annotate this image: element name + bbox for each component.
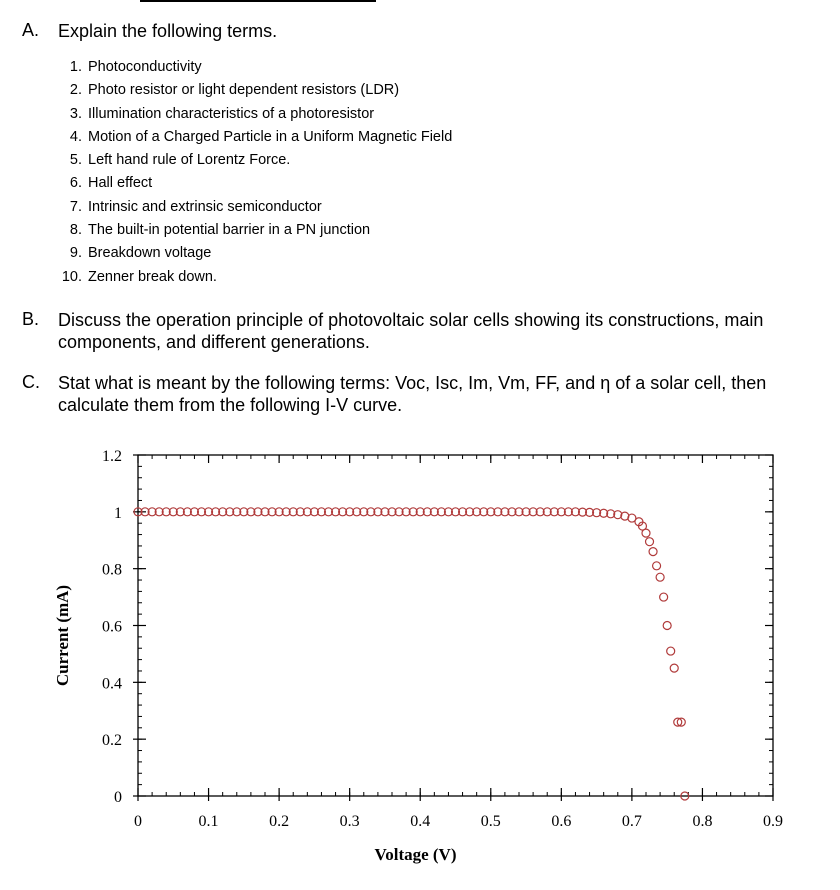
term-number: 5. bbox=[69, 152, 82, 169]
term-item bbox=[56, 103, 452, 126]
x-tick-label: 0.3 bbox=[339, 813, 360, 830]
term-number: 7. bbox=[69, 198, 82, 215]
term-number: 2. bbox=[69, 82, 82, 99]
data-point bbox=[656, 573, 664, 581]
data-point bbox=[667, 647, 675, 655]
x-tick-label: 0.7 bbox=[621, 813, 642, 830]
x-tick-label: 0.6 bbox=[551, 813, 572, 830]
section-b-letter: B. bbox=[22, 309, 40, 329]
terms-list bbox=[56, 56, 452, 289]
term-text: Photo resistor or light dependent resistors (LDR) bbox=[88, 82, 400, 99]
x-tick-label: 0.2 bbox=[269, 813, 290, 830]
term-number: 10. bbox=[61, 268, 82, 285]
data-point bbox=[663, 622, 671, 630]
term-item bbox=[56, 242, 452, 265]
term-text: Motion of a Charged Particle in a Uniform Magnetic Field bbox=[88, 128, 453, 145]
term-item bbox=[56, 149, 452, 172]
term-item bbox=[56, 172, 452, 195]
y-tick-label: 0.8 bbox=[102, 561, 122, 579]
term-number: 9. bbox=[69, 245, 82, 262]
section-c-letter: C. bbox=[22, 372, 40, 392]
term-item bbox=[56, 196, 452, 219]
term-text: The built-in potential barrier in a PN junction bbox=[88, 222, 371, 239]
y-tick-label: 1.2 bbox=[102, 448, 122, 465]
x-tick-label: 0 bbox=[134, 813, 142, 830]
term-text: Intrinsic and extrinsic semiconductor bbox=[88, 198, 322, 215]
x-tick-label: 0.4 bbox=[410, 813, 431, 830]
x-tick-label: 0.5 bbox=[480, 813, 501, 830]
plot-frame bbox=[138, 455, 773, 796]
y-tick-label: 0.6 bbox=[102, 618, 122, 636]
term-text: Breakdown voltage bbox=[88, 245, 212, 262]
term-number: 3. bbox=[69, 105, 82, 122]
term-item bbox=[56, 56, 452, 79]
iv-curve-chart bbox=[0, 440, 840, 890]
term-text: Illumination characteristics of a photoresistor bbox=[88, 105, 375, 122]
data-point bbox=[670, 664, 678, 672]
section-b-text: Discuss the operation principle of photovoltaic solar cells showing its constructions, main components, and different generations. bbox=[58, 310, 764, 352]
term-number: 6. bbox=[69, 175, 82, 192]
y-tick-label: 0.4 bbox=[102, 675, 122, 693]
y-tick-label: 0 bbox=[114, 789, 122, 806]
section-a-heading: Explain the following terms. bbox=[58, 21, 278, 41]
x-tick-label: 0.8 bbox=[692, 813, 713, 830]
section-c-text: Stat what is meant by the following terms: Voc, Isc, Im, Vm, FF, and η of a solar cell, then calculate them from the following I-V curve. bbox=[58, 373, 767, 415]
term-number: 1. bbox=[69, 59, 82, 75]
section-a-letter: A. bbox=[22, 20, 40, 40]
top-rule bbox=[140, 0, 376, 2]
y-axis-title: Current (mA) bbox=[53, 584, 72, 687]
term-text: Zenner break down. bbox=[88, 268, 217, 285]
y-tick-label: 0.2 bbox=[102, 732, 122, 750]
term-number: 8. bbox=[69, 222, 82, 239]
data-point bbox=[653, 562, 661, 570]
term-text: Photoconductivity bbox=[88, 59, 202, 75]
data-point bbox=[649, 548, 657, 556]
term-item bbox=[56, 79, 452, 102]
term-number: 4. bbox=[69, 128, 82, 145]
term-item bbox=[56, 266, 452, 289]
x-axis-title: Voltage (V) bbox=[374, 845, 457, 864]
term-text: Left hand rule of Lorentz Force. bbox=[88, 152, 291, 169]
data-point bbox=[660, 593, 668, 601]
data-point bbox=[642, 529, 650, 537]
y-tick-label: 1 bbox=[114, 504, 122, 522]
x-tick-label: 0.1 bbox=[198, 813, 219, 830]
data-point bbox=[646, 538, 654, 546]
term-text: Hall effect bbox=[88, 175, 153, 192]
term-item bbox=[56, 126, 452, 149]
x-tick-label: 0.9 bbox=[763, 813, 783, 830]
term-item bbox=[56, 219, 452, 242]
